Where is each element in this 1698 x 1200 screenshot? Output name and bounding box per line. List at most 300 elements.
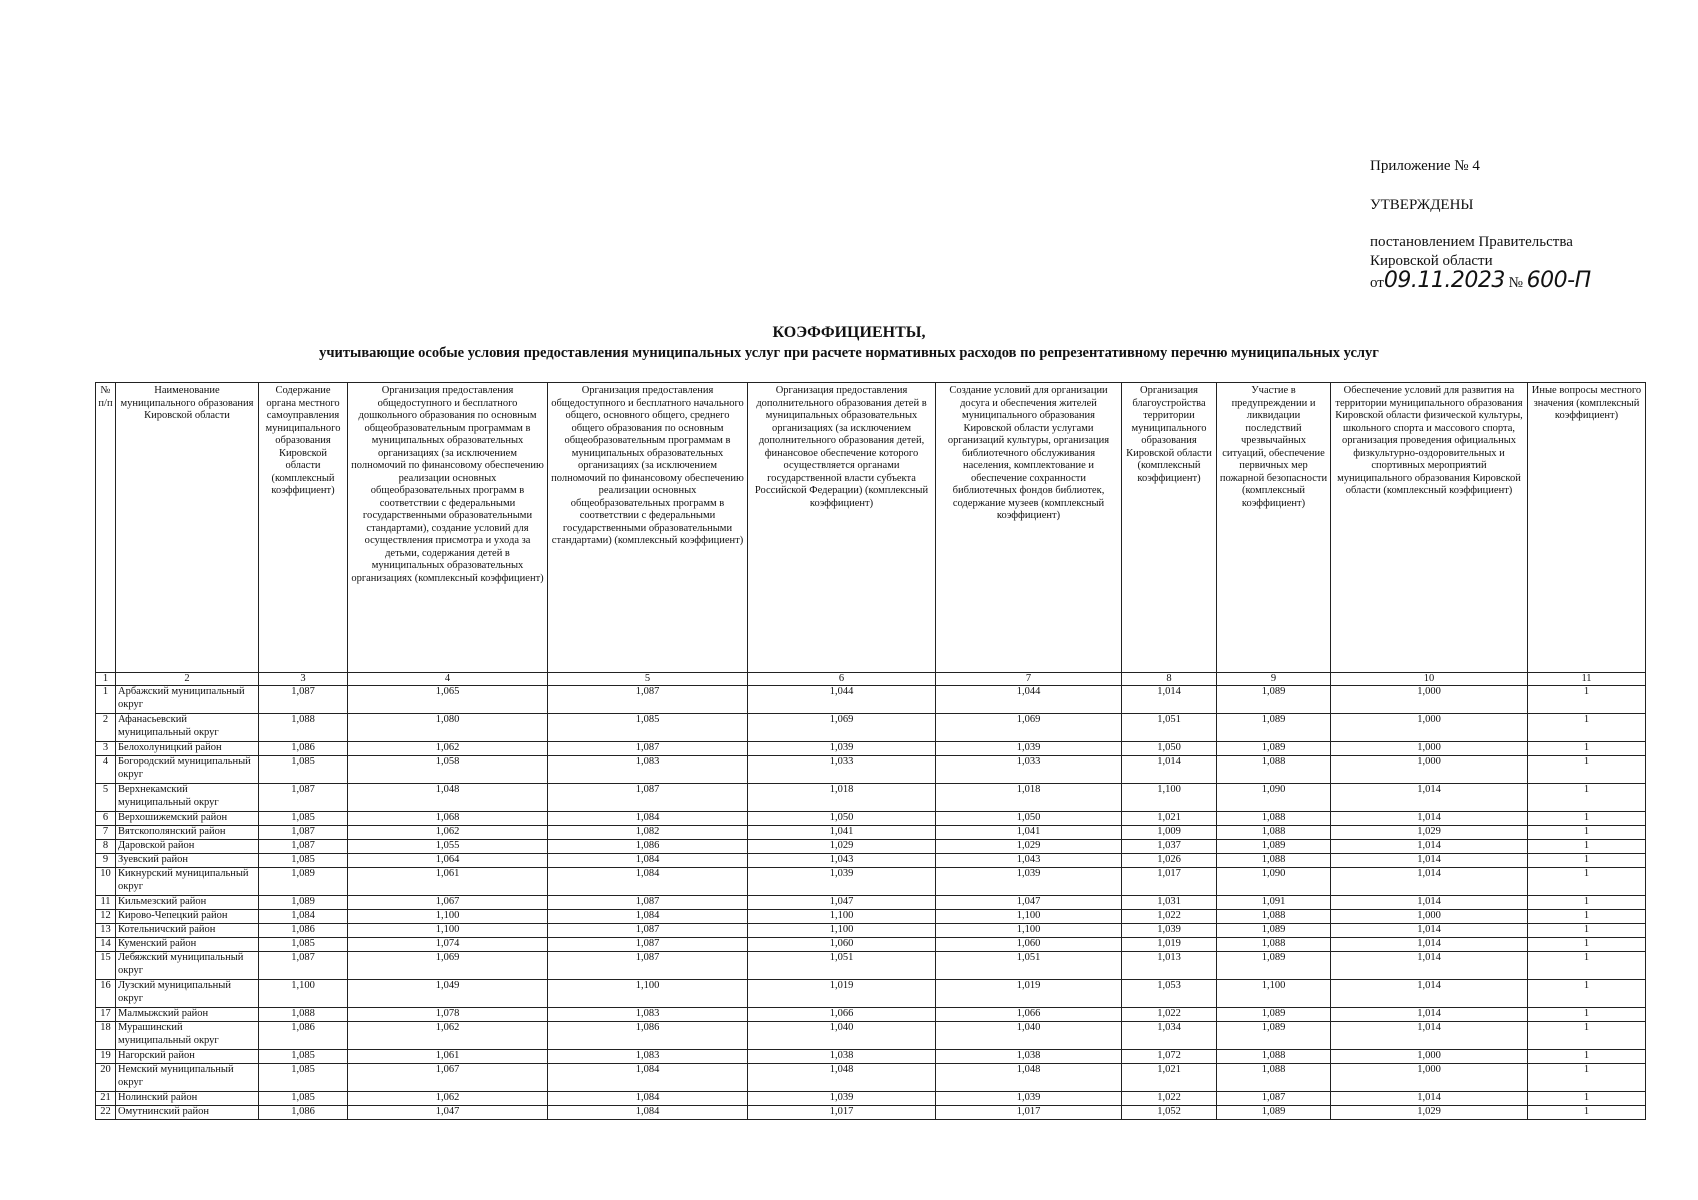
- coefficient-cell: 1,087: [548, 742, 748, 756]
- coefficient-cell: 1,014: [1122, 686, 1217, 714]
- coefficient-cell: 1,000: [1331, 910, 1528, 924]
- coefficient-cell: 1,069: [936, 714, 1122, 742]
- coefficient-cell: 1,049: [348, 980, 548, 1008]
- coefficient-cell: 1,085: [259, 756, 348, 784]
- coefficient-cell: 1,033: [748, 756, 936, 784]
- municipality-name-cell: Кильмезский район: [116, 896, 259, 910]
- coefficient-cell: 1: [1528, 1022, 1646, 1050]
- coefficient-cell: 1,029: [1331, 826, 1528, 840]
- coefficient-cell: 1,087: [259, 784, 348, 812]
- coefficient-cell: 1,100: [748, 924, 936, 938]
- coefficient-cell: 1,086: [259, 924, 348, 938]
- resolution-line: постановлением Правительства: [1370, 234, 1573, 250]
- coefficient-cell: 1,031: [1122, 896, 1217, 910]
- coefficient-cell: 1,014: [1331, 784, 1528, 812]
- coefficient-cell: 1,089: [1217, 1008, 1331, 1022]
- document-subtitle: учитывающие особые условия предоставления муниципальных услуг при расчете нормативных расходов по репрезентативному перечню муниципальных услуг: [319, 345, 1379, 361]
- coefficient-cell: 1,100: [548, 980, 748, 1008]
- coefficient-cell: 1,085: [548, 714, 748, 742]
- coefficient-cell: 1,048: [936, 1064, 1122, 1092]
- coefficient-cell: 1: [1528, 686, 1646, 714]
- coefficient-cell: 1,018: [936, 784, 1122, 812]
- column-header: Участие в предупреждении и ликвидации последствий чрезвычайных ситуаций, обеспечение первичных мер пожарной безопасности (комплексный коэффициент): [1217, 383, 1331, 673]
- municipality-name-cell: Богородский муниципальный округ: [116, 756, 259, 784]
- coefficient-cell: 1,089: [1217, 840, 1331, 854]
- coefficient-cell: 1,047: [936, 896, 1122, 910]
- coefficient-cell: 1: [1528, 854, 1646, 868]
- coefficient-cell: 1,017: [1122, 868, 1217, 896]
- coefficient-cell: 1,090: [1217, 784, 1331, 812]
- table-row: [96, 980, 1646, 1008]
- coefficient-cell: 1,019: [748, 980, 936, 1008]
- municipality-name-cell: Кирово-Чепецкий район: [116, 910, 259, 924]
- coefficient-cell: 1,088: [1217, 812, 1331, 826]
- coefficient-cell: 1,089: [259, 868, 348, 896]
- coefficient-cell: 1,087: [259, 952, 348, 980]
- coefficient-cell: 1,017: [936, 1106, 1122, 1120]
- coefficient-cell: 1,022: [1122, 1092, 1217, 1106]
- coefficient-cell: 1,074: [348, 938, 548, 952]
- coefficient-cell: 1,050: [748, 812, 936, 826]
- table-row: [96, 1008, 1646, 1022]
- row-number-cell: 19: [96, 1050, 116, 1064]
- coefficient-cell: 1,021: [1122, 1064, 1217, 1092]
- table-row: [96, 1092, 1646, 1106]
- table-row: [96, 924, 1646, 938]
- coefficient-cell: 1,037: [1122, 840, 1217, 854]
- coefficient-cell: 1,047: [748, 896, 936, 910]
- coefficients-table: [95, 382, 1646, 1120]
- table-row: [96, 910, 1646, 924]
- column-number: 4: [348, 673, 548, 686]
- column-header: Обеспечение условий для развития на территории муниципального образования Кировской области физической культуры, школьного спорта и массового спорта, организация проведения официальных физкультурно-оздоровительных и спортивных мероприятий муниципального образования Кировской области (комплексный коэффициент): [1331, 383, 1528, 673]
- coefficient-cell: 1,039: [936, 868, 1122, 896]
- coefficient-cell: 1,069: [748, 714, 936, 742]
- number-prefix: №: [1508, 275, 1523, 291]
- column-number: 3: [259, 673, 348, 686]
- coefficient-cell: 1,084: [259, 910, 348, 924]
- coefficient-cell: 1: [1528, 1092, 1646, 1106]
- coefficient-cell: 1,053: [1122, 980, 1217, 1008]
- coefficient-cell: 1,084: [548, 1106, 748, 1120]
- municipality-name-cell: Арбажский муниципальный округ: [116, 686, 259, 714]
- coefficient-cell: 1,089: [1217, 742, 1331, 756]
- coefficient-cell: 1,029: [748, 840, 936, 854]
- coefficient-cell: 1,100: [1217, 980, 1331, 1008]
- coefficient-cell: 1,013: [1122, 952, 1217, 980]
- coefficient-cell: 1,061: [348, 1050, 548, 1064]
- table-row: [96, 938, 1646, 952]
- coefficient-cell: 1: [1528, 826, 1646, 840]
- municipality-name-cell: Куменский район: [116, 938, 259, 952]
- column-number: 1: [96, 673, 116, 686]
- coefficient-cell: 1,014: [1331, 812, 1528, 826]
- coefficient-cell: 1,086: [259, 1106, 348, 1120]
- coefficient-cell: 1,019: [936, 980, 1122, 1008]
- document-titles: [0, 323, 1698, 363]
- column-header: Организация благоустройства территории муниципального образования Кировской области (комплексный коэффициент): [1122, 383, 1217, 673]
- coefficient-cell: 1,022: [1122, 910, 1217, 924]
- appendix-number: Приложение № 4: [1370, 158, 1480, 174]
- coefficient-cell: 1,069: [348, 952, 548, 980]
- coefficient-cell: 1,026: [1122, 854, 1217, 868]
- coefficient-cell: 1: [1528, 714, 1646, 742]
- coefficient-cell: 1,087: [1217, 1092, 1331, 1106]
- coefficient-cell: 1,087: [548, 686, 748, 714]
- coefficient-cell: 1,038: [748, 1050, 936, 1064]
- region-line: Кировской области: [1370, 253, 1493, 269]
- column-header: Содержание органа местного самоуправления муниципального образования Кировской области (комплексный коэффициент): [259, 383, 348, 673]
- coefficient-cell: 1,082: [548, 826, 748, 840]
- coefficient-cell: 1,009: [1122, 826, 1217, 840]
- coefficient-cell: 1,086: [548, 840, 748, 854]
- coefficient-cell: 1,087: [259, 686, 348, 714]
- coefficient-cell: 1,051: [1122, 714, 1217, 742]
- coefficient-cell: 1,100: [1122, 784, 1217, 812]
- coefficient-cell: 1,089: [1217, 1106, 1331, 1120]
- column-number: 7: [936, 673, 1122, 686]
- coefficient-cell: 1,062: [348, 826, 548, 840]
- coefficient-cell: 1,000: [1331, 756, 1528, 784]
- coefficient-cell: 1,066: [936, 1008, 1122, 1022]
- table-row: [96, 1050, 1646, 1064]
- row-number-cell: 18: [96, 1022, 116, 1050]
- column-header: Организация предоставления дополнительного образования детей в муниципальных образовательных организациях (за исключением дополнительного образования детей, финансовое обеспечение которого осуществляется органами государственной власти субъекта Российской Федерации) (комплексный коэффициент): [748, 383, 936, 673]
- row-number-cell: 16: [96, 980, 116, 1008]
- coefficient-cell: 1,050: [936, 812, 1122, 826]
- municipality-name-cell: Нолинский район: [116, 1092, 259, 1106]
- coefficient-cell: 1,051: [936, 952, 1122, 980]
- coefficient-cell: 1,039: [748, 868, 936, 896]
- coefficient-cell: 1,085: [259, 1050, 348, 1064]
- coefficient-cell: 1,052: [1122, 1106, 1217, 1120]
- coefficient-cell: 1,087: [548, 896, 748, 910]
- row-number-cell: 22: [96, 1106, 116, 1120]
- municipality-name-cell: Омутнинский район: [116, 1106, 259, 1120]
- coefficient-cell: 1: [1528, 742, 1646, 756]
- coefficient-cell: 1,100: [348, 924, 548, 938]
- coefficient-cell: 1,040: [748, 1022, 936, 1050]
- coefficient-cell: 1,072: [1122, 1050, 1217, 1064]
- row-number-cell: 4: [96, 756, 116, 784]
- coefficient-cell: 1,034: [1122, 1022, 1217, 1050]
- coefficient-cell: 1,087: [259, 826, 348, 840]
- coefficient-cell: 1,087: [548, 924, 748, 938]
- coefficient-cell: 1,021: [1122, 812, 1217, 826]
- coefficient-cell: 1,039: [1122, 924, 1217, 938]
- row-number-cell: 2: [96, 714, 116, 742]
- coefficient-cell: 1,044: [748, 686, 936, 714]
- municipality-name-cell: Мурашинский муниципальный округ: [116, 1022, 259, 1050]
- coefficient-cell: 1,061: [348, 868, 548, 896]
- table-header: [96, 383, 1646, 686]
- coefficient-cell: 1,060: [748, 938, 936, 952]
- coefficient-cell: 1,065: [348, 686, 548, 714]
- coefficient-cell: 1,088: [259, 1008, 348, 1022]
- coefficient-cell: 1,100: [936, 910, 1122, 924]
- municipality-name-cell: Лебяжский муниципальный округ: [116, 952, 259, 980]
- column-number: 8: [1122, 673, 1217, 686]
- coefficient-cell: 1,014: [1331, 924, 1528, 938]
- coefficient-cell: 1,048: [348, 784, 548, 812]
- coefficient-cell: 1,084: [548, 868, 748, 896]
- coefficient-cell: 1,083: [548, 756, 748, 784]
- coefficient-cell: 1,084: [548, 1092, 748, 1106]
- table-row: [96, 826, 1646, 840]
- municipality-name-cell: Белохолуницкий район: [116, 742, 259, 756]
- coefficient-cell: 1,043: [936, 854, 1122, 868]
- coefficient-cell: 1,014: [1331, 952, 1528, 980]
- municipality-name-cell: Котельничский район: [116, 924, 259, 938]
- table-row: [96, 1106, 1646, 1120]
- approved-label: УТВЕРЖДЕНЫ: [1370, 197, 1474, 213]
- row-number-cell: 8: [96, 840, 116, 854]
- table-row: [96, 868, 1646, 896]
- row-number-cell: 9: [96, 854, 116, 868]
- row-number-cell: 11: [96, 896, 116, 910]
- municipality-name-cell: Афанасьевский муниципальный округ: [116, 714, 259, 742]
- coefficient-cell: 1,086: [548, 1022, 748, 1050]
- column-header: Иные вопросы местного значения (комплексный коэффициент): [1528, 383, 1646, 673]
- coefficient-cell: 1,100: [259, 980, 348, 1008]
- column-header: № п/п: [96, 383, 116, 673]
- row-number-cell: 7: [96, 826, 116, 840]
- table-row: [96, 784, 1646, 812]
- row-number-cell: 5: [96, 784, 116, 812]
- coefficient-cell: 1,064: [348, 854, 548, 868]
- coefficient-cell: 1,089: [1217, 924, 1331, 938]
- coefficient-cell: 1,085: [259, 854, 348, 868]
- municipality-name-cell: Немский муниципальный округ: [116, 1064, 259, 1092]
- coefficient-cell: 1,088: [1217, 1050, 1331, 1064]
- table-row: [96, 840, 1646, 854]
- coefficient-cell: 1,085: [259, 938, 348, 952]
- coefficient-cell: 1,088: [1217, 938, 1331, 952]
- row-number-cell: 10: [96, 868, 116, 896]
- column-number: 2: [116, 673, 259, 686]
- coefficient-cell: 1,039: [748, 1092, 936, 1106]
- coefficient-cell: 1,084: [548, 910, 748, 924]
- municipality-name-cell: Кикнурский муниципальный округ: [116, 868, 259, 896]
- row-number-cell: 21: [96, 1092, 116, 1106]
- row-number-cell: 6: [96, 812, 116, 826]
- coefficient-cell: 1,014: [1331, 938, 1528, 952]
- coefficient-cell: 1,084: [548, 812, 748, 826]
- column-number: 5: [548, 673, 748, 686]
- coefficient-cell: 1: [1528, 952, 1646, 980]
- header-row: [96, 383, 1646, 673]
- coefficient-cell: 1,000: [1331, 742, 1528, 756]
- coefficient-cell: 1,083: [548, 1050, 748, 1064]
- table-row: [96, 896, 1646, 910]
- row-number-cell: 13: [96, 924, 116, 938]
- coefficient-cell: 1,047: [348, 1106, 548, 1120]
- coefficient-cell: 1,014: [1331, 1008, 1528, 1022]
- coefficient-cell: 1,088: [1217, 854, 1331, 868]
- municipality-name-cell: Зуевский район: [116, 854, 259, 868]
- coefficient-cell: 1,033: [936, 756, 1122, 784]
- coefficient-cell: 1,068: [348, 812, 548, 826]
- coefficient-cell: 1,060: [936, 938, 1122, 952]
- coefficient-cell: 1,086: [259, 1022, 348, 1050]
- coefficient-cell: 1: [1528, 924, 1646, 938]
- coefficient-cell: 1,014: [1331, 868, 1528, 896]
- coefficient-cell: 1,017: [748, 1106, 936, 1120]
- table-row: [96, 742, 1646, 756]
- row-number-cell: 15: [96, 952, 116, 980]
- coefficient-cell: 1,062: [348, 742, 548, 756]
- table-row: [96, 854, 1646, 868]
- coefficient-cell: 1,084: [548, 854, 748, 868]
- coefficient-cell: 1,089: [1217, 952, 1331, 980]
- coefficient-cell: 1,000: [1331, 686, 1528, 714]
- date-number-line: [1370, 268, 1670, 293]
- coefficient-cell: 1,039: [748, 742, 936, 756]
- coefficient-cell: 1,039: [936, 1092, 1122, 1106]
- coefficient-cell: 1,089: [1217, 686, 1331, 714]
- coefficient-cell: 1,100: [936, 924, 1122, 938]
- coefficient-cell: 1,000: [1331, 1050, 1528, 1064]
- coefficient-cell: 1: [1528, 840, 1646, 854]
- column-number: 9: [1217, 673, 1331, 686]
- coefficient-cell: 1,087: [548, 938, 748, 952]
- coefficient-cell: 1,029: [936, 840, 1122, 854]
- municipality-name-cell: Вятскополянский район: [116, 826, 259, 840]
- table-row: [96, 714, 1646, 742]
- coefficient-cell: 1,014: [1331, 854, 1528, 868]
- coefficient-cell: 1: [1528, 784, 1646, 812]
- approval-block: [1370, 157, 1670, 293]
- coefficient-cell: 1,014: [1122, 756, 1217, 784]
- coefficient-cell: 1,040: [936, 1022, 1122, 1050]
- coefficient-cell: 1: [1528, 896, 1646, 910]
- row-number-cell: 14: [96, 938, 116, 952]
- coefficient-cell: 1: [1528, 1064, 1646, 1092]
- coefficient-cell: 1,088: [1217, 910, 1331, 924]
- municipality-name-cell: Верхошижемский район: [116, 812, 259, 826]
- table-row: [96, 812, 1646, 826]
- coefficient-cell: 1: [1528, 910, 1646, 924]
- row-number-cell: 20: [96, 1064, 116, 1092]
- coefficient-cell: 1,085: [259, 812, 348, 826]
- coefficient-cell: 1: [1528, 1050, 1646, 1064]
- coefficient-cell: 1,078: [348, 1008, 548, 1022]
- coefficient-cell: 1: [1528, 756, 1646, 784]
- coefficient-cell: 1,048: [748, 1064, 936, 1092]
- row-number-cell: 17: [96, 1008, 116, 1022]
- table-row: [96, 686, 1646, 714]
- document-title: КОЭФФИЦИЕНТЫ,: [772, 324, 926, 341]
- coefficient-cell: 1,051: [748, 952, 936, 980]
- coefficient-cell: 1,067: [348, 896, 548, 910]
- coefficient-cell: 1,089: [1217, 1022, 1331, 1050]
- handwritten-date: 09.11.2023: [1383, 268, 1505, 293]
- coefficient-cell: 1,039: [936, 742, 1122, 756]
- table-row: [96, 952, 1646, 980]
- coefficient-cell: 1,000: [1331, 1064, 1528, 1092]
- coefficient-cell: 1,089: [259, 896, 348, 910]
- coefficient-cell: 1,085: [259, 1064, 348, 1092]
- coefficient-cell: 1,090: [1217, 868, 1331, 896]
- municipality-name-cell: Малмыжский район: [116, 1008, 259, 1022]
- coefficient-cell: 1,055: [348, 840, 548, 854]
- coefficient-cell: 1,019: [1122, 938, 1217, 952]
- column-number: 10: [1331, 673, 1528, 686]
- coefficient-cell: 1,000: [1331, 714, 1528, 742]
- coefficient-cell: 1,089: [1217, 714, 1331, 742]
- coefficient-cell: 1,086: [259, 742, 348, 756]
- coefficient-cell: 1,029: [1331, 1106, 1528, 1120]
- date-prefix: от: [1370, 275, 1384, 291]
- municipality-name-cell: Верхнекамский муниципальный округ: [116, 784, 259, 812]
- row-number-cell: 1: [96, 686, 116, 714]
- coefficient-cell: 1,087: [548, 784, 748, 812]
- coefficient-cell: 1: [1528, 1008, 1646, 1022]
- coefficient-cell: 1,067: [348, 1064, 548, 1092]
- coefficient-cell: 1,043: [748, 854, 936, 868]
- coefficient-cell: 1,022: [1122, 1008, 1217, 1022]
- coefficient-cell: 1,087: [548, 952, 748, 980]
- coefficient-cell: 1,066: [748, 1008, 936, 1022]
- handwritten-number: 600-П: [1526, 268, 1591, 293]
- coefficient-cell: 1,091: [1217, 896, 1331, 910]
- coefficient-cell: 1: [1528, 938, 1646, 952]
- coefficient-cell: 1,014: [1331, 840, 1528, 854]
- coefficient-cell: 1,062: [348, 1022, 548, 1050]
- table-row: [96, 1064, 1646, 1092]
- coefficient-cell: 1,088: [1217, 756, 1331, 784]
- coefficient-cell: 1,014: [1331, 1092, 1528, 1106]
- column-number-row: [96, 673, 1646, 686]
- column-number: 11: [1528, 673, 1646, 686]
- coefficient-cell: 1,085: [259, 1092, 348, 1106]
- row-number-cell: 12: [96, 910, 116, 924]
- coefficient-cell: 1,041: [748, 826, 936, 840]
- coefficient-cell: 1,087: [259, 840, 348, 854]
- table-row: [96, 1022, 1646, 1050]
- municipality-name-cell: Даровской район: [116, 840, 259, 854]
- coefficient-cell: 1,041: [936, 826, 1122, 840]
- municipality-name-cell: Нагорский район: [116, 1050, 259, 1064]
- coefficient-cell: 1,088: [1217, 826, 1331, 840]
- coefficient-cell: 1,080: [348, 714, 548, 742]
- coefficient-cell: 1,044: [936, 686, 1122, 714]
- coefficient-cell: 1: [1528, 980, 1646, 1008]
- municipality-name-cell: Лузский муниципальный округ: [116, 980, 259, 1008]
- table-body: [96, 686, 1646, 1120]
- coefficient-cell: 1,014: [1331, 1022, 1528, 1050]
- column-header: Организация предоставления общедоступного и бесплатного дошкольного образования по основным общеобразовательным программам в муниципальных образовательных организациях (за исключением полномочий по финансовому обеспечению реализации основных общеобразовательных программ в соответствии с федеральными государственными образовательными стандартами), создание условий для осуществления присмотра и ухода за детьми, содержания детей в муниципальных образовательных организациях (комплексный коэффициент): [348, 383, 548, 673]
- coefficient-cell: 1,038: [936, 1050, 1122, 1064]
- coefficient-cell: 1,058: [348, 756, 548, 784]
- coefficient-cell: 1,050: [1122, 742, 1217, 756]
- coefficient-cell: 1,062: [348, 1092, 548, 1106]
- column-number: 6: [748, 673, 936, 686]
- coefficient-cell: 1,100: [748, 910, 936, 924]
- coefficient-cell: 1,083: [548, 1008, 748, 1022]
- column-header: Наименование муниципального образования Кировской области: [116, 383, 259, 673]
- coefficient-cell: 1: [1528, 1106, 1646, 1120]
- column-header: Организация предоставления общедоступного и бесплатного начального общего, основного общего, среднего общего образования по основным общеобразовательным программам в муниципальных образовательных организациях (за исключением полномочий по финансовому обеспечению реализации основных общеобразовательных программ в соответствии с федеральными государственными образовательными стандартами) (комплексный коэффициент): [548, 383, 748, 673]
- coefficient-cell: 1,088: [1217, 1064, 1331, 1092]
- coefficient-cell: 1,014: [1331, 980, 1528, 1008]
- coefficient-cell: 1,014: [1331, 896, 1528, 910]
- table-row: [96, 756, 1646, 784]
- coefficient-cell: 1,100: [348, 910, 548, 924]
- coefficient-cell: 1,088: [259, 714, 348, 742]
- coefficient-cell: 1: [1528, 868, 1646, 896]
- coefficient-cell: 1,018: [748, 784, 936, 812]
